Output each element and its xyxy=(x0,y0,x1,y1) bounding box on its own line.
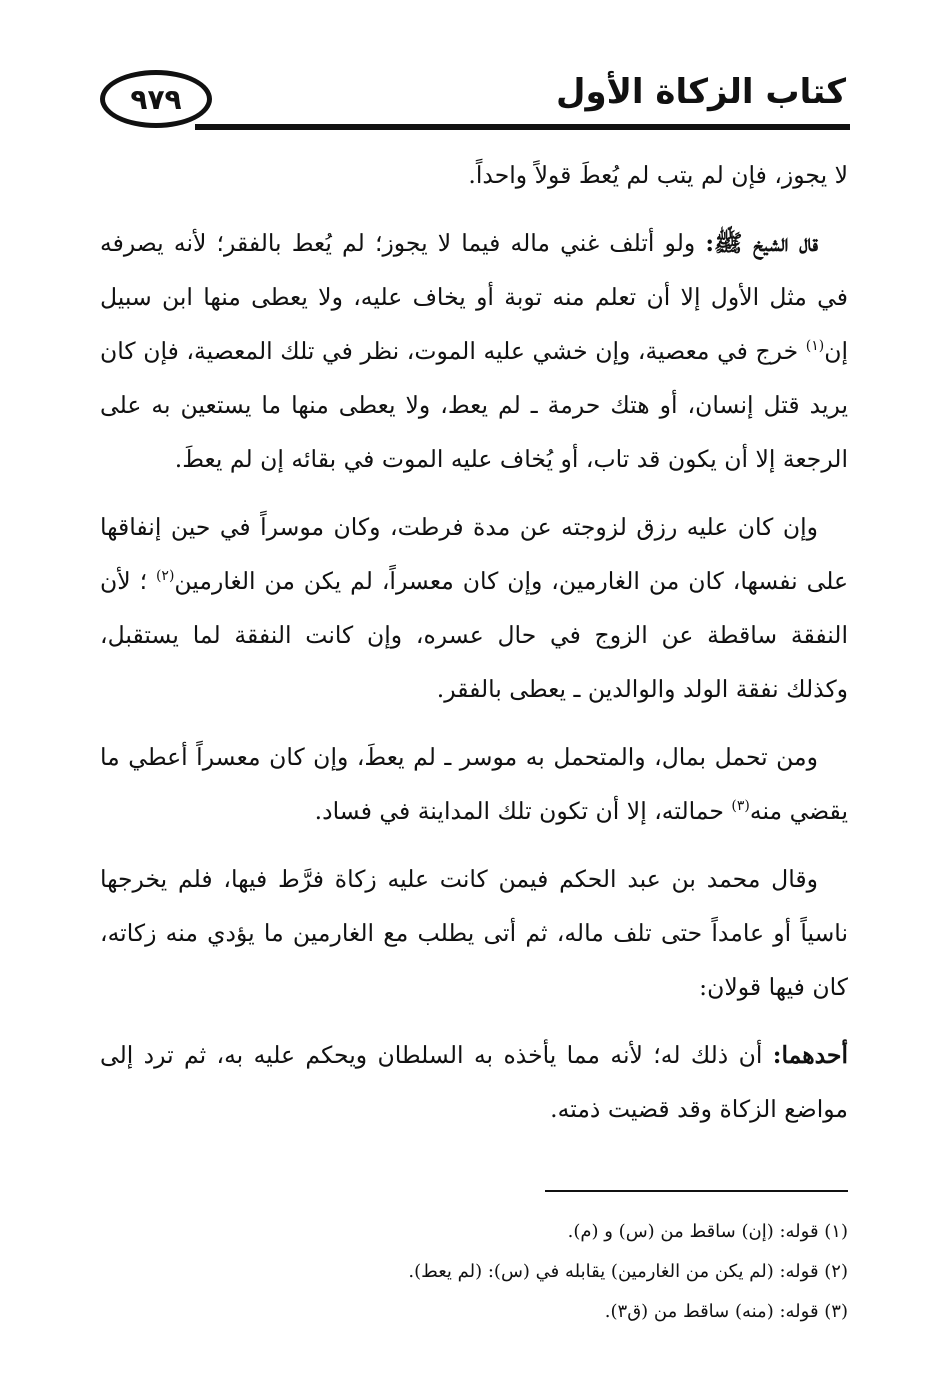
paragraph-6 xyxy=(100,1028,848,1136)
paragraph-text-after: خرج في معصية، وإن خشي عليه الموت، نظر في تلك المعصية، فإن كان يريد قتل إنسان، أو هتك حرمة ـ لم يعط، ولا يعطى منها ما يستعين به على الرجعة إلا أن يكون قد تاب، أو يُخاف عليه الموت في بقائه إن لم يعطَ. xyxy=(100,337,848,473)
footnote-ref[interactable]: (٢) xyxy=(155,568,175,585)
main-text xyxy=(100,148,848,1150)
header-rule xyxy=(195,124,850,130)
page-header xyxy=(100,62,850,132)
paragraph-4 xyxy=(100,730,848,838)
footnotes xyxy=(100,1212,848,1332)
paragraph-lead: أحدهما: xyxy=(772,1041,848,1069)
page-number: ٩٧٩ xyxy=(130,82,182,116)
running-title: كتاب الزكاة الأول xyxy=(555,72,846,112)
paragraph-5 xyxy=(100,852,848,1014)
footnote-2: (٢) قوله: (لم يكن من الغارمين) يقابله في (س): (لم يعط). xyxy=(408,1261,848,1282)
paragraph-text: لا يجوز، فإن لم يتب لم يُعطَ قولاً واحداً. xyxy=(468,161,848,189)
paragraph-lead: قال الشيخ ﷺ: xyxy=(705,229,818,257)
paragraph-text-after: ؛ لأن النفقة ساقطة عن الزوج في حال عسره، وإن كانت النفقة لما يستقبل، وكذلك نفقة الولد والوالدين ـ يعطى بالفقر. xyxy=(100,567,848,703)
paragraph-text-after: حمالته، إلا أن تكون تلك المداينة في فساد. xyxy=(314,797,732,825)
footnote-3: (٣) قوله: (منه) ساقط من (ق٣). xyxy=(604,1301,848,1322)
footnote-separator xyxy=(545,1190,848,1192)
footnote-ref[interactable]: (٣) xyxy=(731,798,750,815)
paragraph-1 xyxy=(100,148,848,202)
paragraph-2 xyxy=(100,216,848,486)
paragraph-text: وإن كان عليه رزق لزوجته عن مدة فرطت، وكان موسراً في حين إنفاقها على نفسها، كان من الغارمين، وإن كان معسراً، لم يكن من الغارمين xyxy=(100,513,849,595)
footnote-1: (١) قوله: (إن) ساقط من (س) و (م). xyxy=(567,1221,848,1242)
page-number-oval xyxy=(100,70,212,128)
paragraph-text: وقال محمد بن عبد الحكم فيمن كانت عليه زكاة فرَّط فيها، فلم يخرجها ناسياً أو عامداً حتى تلف ماله، ثم أتى يطلب مع الغارمين ما يؤدي منه زكاته، كان فيها قولان: xyxy=(100,865,848,1001)
paragraph-text: أن ذلك له؛ لأنه مما يأخذه به السلطان ويحكم عليه به، ثم ترد إلى مواضع الزكاة وقد قضيت ذمته. xyxy=(100,1041,848,1123)
footnote-ref[interactable]: (١) xyxy=(805,338,825,355)
paragraph-text: ومن تحمل بمال، والمتحمل به موسر ـ لم يعطَ، وإن كان معسراً أعطي ما يقضي منه xyxy=(100,743,848,825)
paragraph-3 xyxy=(100,500,848,716)
paragraph-text: ولو أتلف غني ماله فيما لا يجوز؛ لم يُعط بالفقر؛ لأنه يصرفه في مثل الأول إلا أن تعلم منه توبة أو يخاف عليه، ولا يعطى منها ابن سبيل إن xyxy=(100,229,848,365)
